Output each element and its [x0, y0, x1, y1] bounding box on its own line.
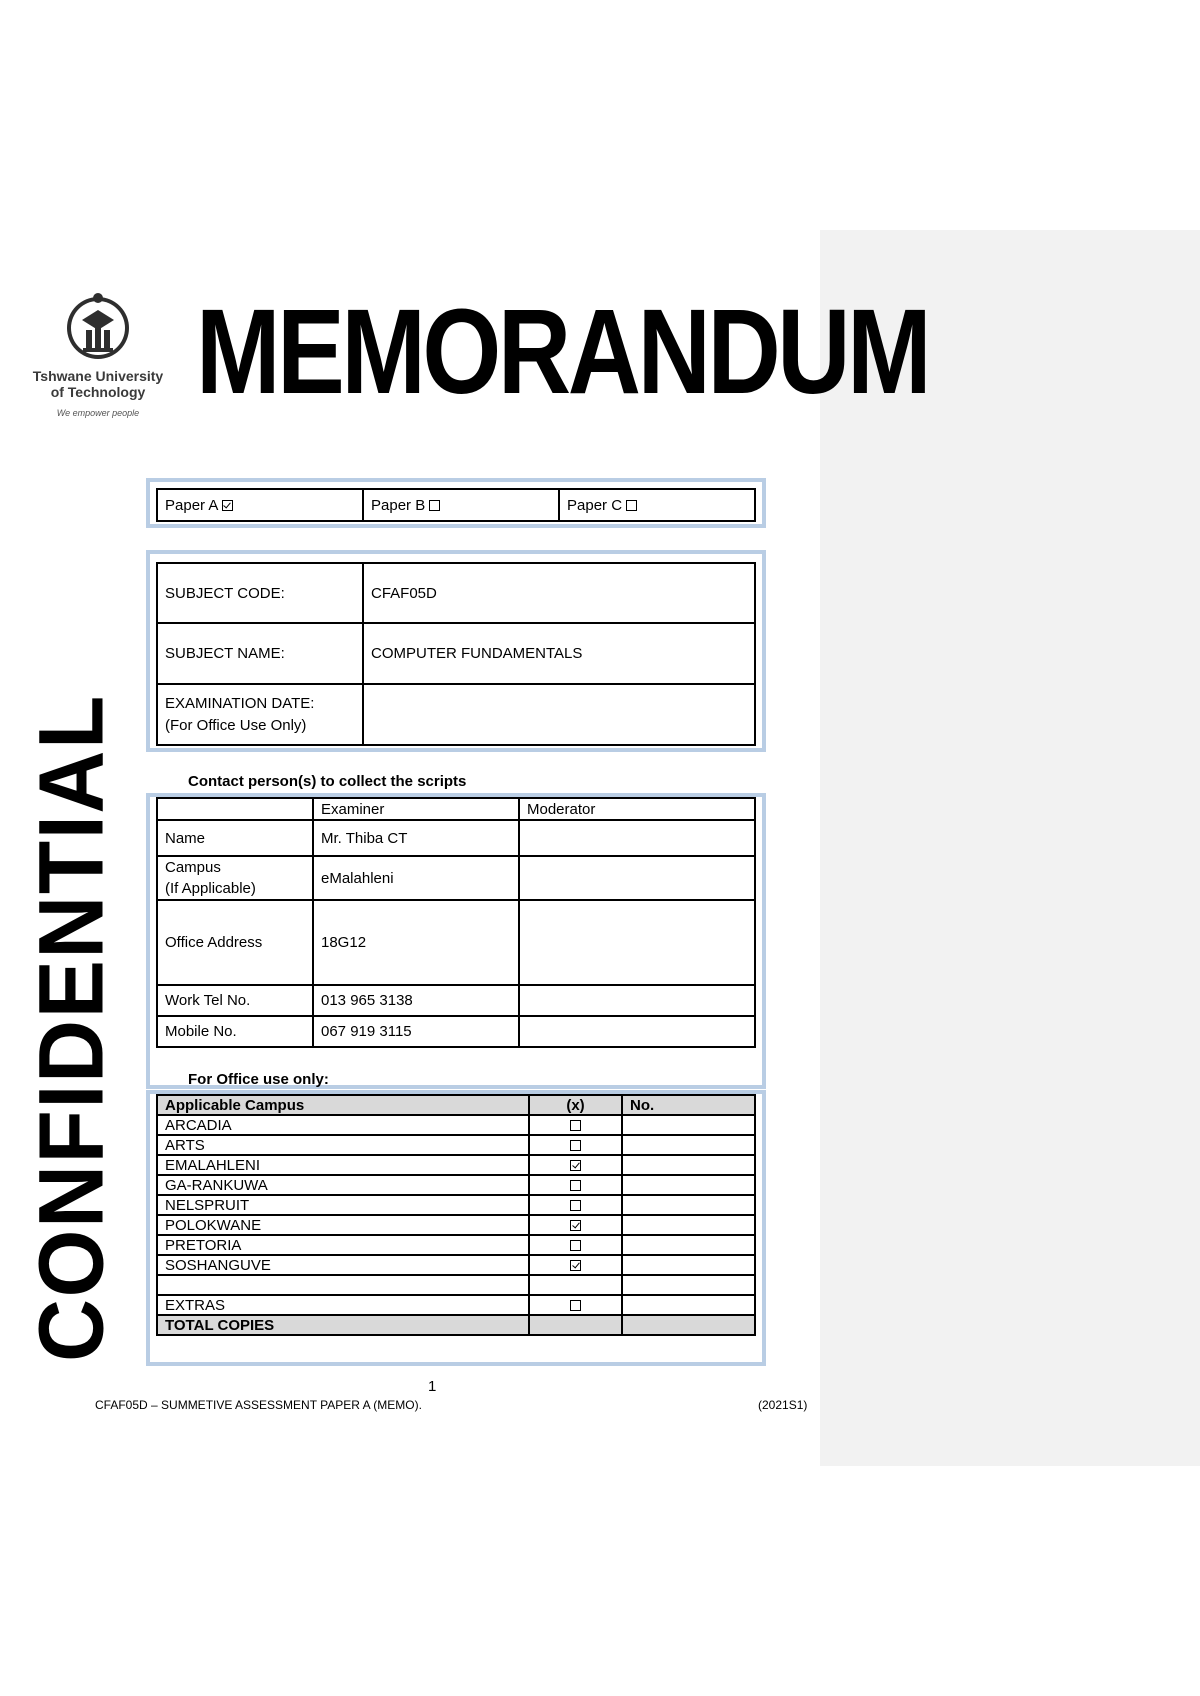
footer-period: (2021S1): [758, 1398, 808, 1412]
campus-name: ARCADIA: [157, 1115, 529, 1135]
campus-checkbox[interactable]: [570, 1160, 581, 1171]
page-number: 1: [428, 1378, 437, 1395]
campus-name: ARTS: [157, 1135, 529, 1155]
campus-copies: [622, 1235, 755, 1255]
logo-line-1: Tshwane University: [32, 368, 164, 384]
contact-row: Name Mr. Thiba CT: [157, 820, 755, 856]
exam-date-value: [363, 684, 755, 745]
contact-header-moderator: Moderator: [519, 798, 755, 820]
contact-row: Work Tel No. 013 965 3138: [157, 985, 755, 1016]
campus-copies: [622, 1255, 755, 1275]
office-campus-row: [157, 1135, 755, 1155]
subject-table: [156, 562, 756, 746]
campus-checkbox[interactable]: [570, 1240, 581, 1251]
campus-copies: [622, 1195, 755, 1215]
subject-name-value: COMPUTER FUNDAMENTALS: [363, 623, 755, 684]
office-table: [156, 1094, 756, 1336]
paper-b-checkbox[interactable]: [429, 500, 440, 511]
office-total-row: TOTAL COPIES: [157, 1315, 755, 1335]
contact-row: Mobile No. 067 919 3115: [157, 1016, 755, 1047]
exam-date-label: EXAMINATION DATE: (For Office Use Only): [157, 684, 363, 745]
campus-name: [157, 1275, 529, 1295]
office-campus-row: [157, 1175, 755, 1195]
campus-name: POLOKWANE: [157, 1215, 529, 1235]
subject-name-label: SUBJECT NAME:: [157, 623, 363, 684]
office-header-row: Applicable Campus (x) No.: [157, 1095, 755, 1115]
campus-name: EMALAHLENI: [157, 1155, 529, 1175]
campus-name: SOSHANGUVE: [157, 1255, 529, 1275]
tut-emblem-icon: [56, 290, 140, 362]
campus-copies: [622, 1175, 755, 1195]
paper-a-checkbox[interactable]: [222, 500, 233, 511]
contact-row: Office Address 18G12: [157, 900, 755, 985]
campus-checkbox[interactable]: [570, 1120, 581, 1131]
office-campus-row: [157, 1235, 755, 1255]
contact-header-examiner: Examiner: [313, 798, 519, 820]
campus-checkbox[interactable]: [570, 1260, 581, 1271]
campus-copies: [622, 1275, 755, 1295]
campus-checkbox[interactable]: [570, 1220, 581, 1231]
contact-row: Campus (If Applicable) eMalahleni: [157, 856, 755, 900]
confidential-label: CONFIDENTIAL: [19, 694, 123, 1362]
contact-table: [156, 797, 756, 1048]
paper-c-cell: Paper C: [559, 489, 755, 521]
campus-copies: [622, 1215, 755, 1235]
office-campus-row: [157, 1155, 755, 1175]
office-campus-row: [157, 1275, 755, 1295]
office-campus-row: [157, 1295, 755, 1315]
campus-copies: [622, 1115, 755, 1135]
campus-checkbox[interactable]: [570, 1300, 581, 1311]
campus-name: NELSPRUIT: [157, 1195, 529, 1215]
paper-b-cell: Paper B: [363, 489, 559, 521]
paper-c-checkbox[interactable]: [626, 500, 637, 511]
memorandum-title: MEMORANDUM: [196, 284, 929, 420]
office-campus-row: [157, 1195, 755, 1215]
tut-logo: [28, 290, 168, 430]
contact-header-blank: [157, 798, 313, 820]
paper-a-cell: Paper A: [157, 489, 363, 521]
campus-checkbox[interactable]: [570, 1200, 581, 1211]
campus-name: GA-RANKUWA: [157, 1175, 529, 1195]
campus-checkbox[interactable]: [570, 1180, 581, 1191]
campus-copies: [622, 1135, 755, 1155]
logo-line-2: of Technology: [50, 384, 146, 400]
office-heading: For Office use only:: [188, 1071, 329, 1088]
logo-tagline: We empower people: [56, 408, 140, 418]
campus-copies: [622, 1155, 755, 1175]
subject-code-label: SUBJECT CODE:: [157, 563, 363, 623]
campus-name: EXTRAS: [157, 1295, 529, 1315]
office-campus-row: [157, 1215, 755, 1235]
campus-checkbox[interactable]: [570, 1140, 581, 1151]
office-campus-row: [157, 1255, 755, 1275]
campus-copies: [622, 1295, 755, 1315]
footer-title: CFAF05D – SUMMETIVE ASSESSMENT PAPER A (MEMO).: [95, 1398, 422, 1412]
contact-heading: Contact person(s) to collect the scripts: [188, 773, 467, 790]
office-campus-row: [157, 1115, 755, 1135]
paper-selection-table: [156, 488, 756, 522]
campus-name: PRETORIA: [157, 1235, 529, 1255]
subject-code-value: CFAF05D: [363, 563, 755, 623]
